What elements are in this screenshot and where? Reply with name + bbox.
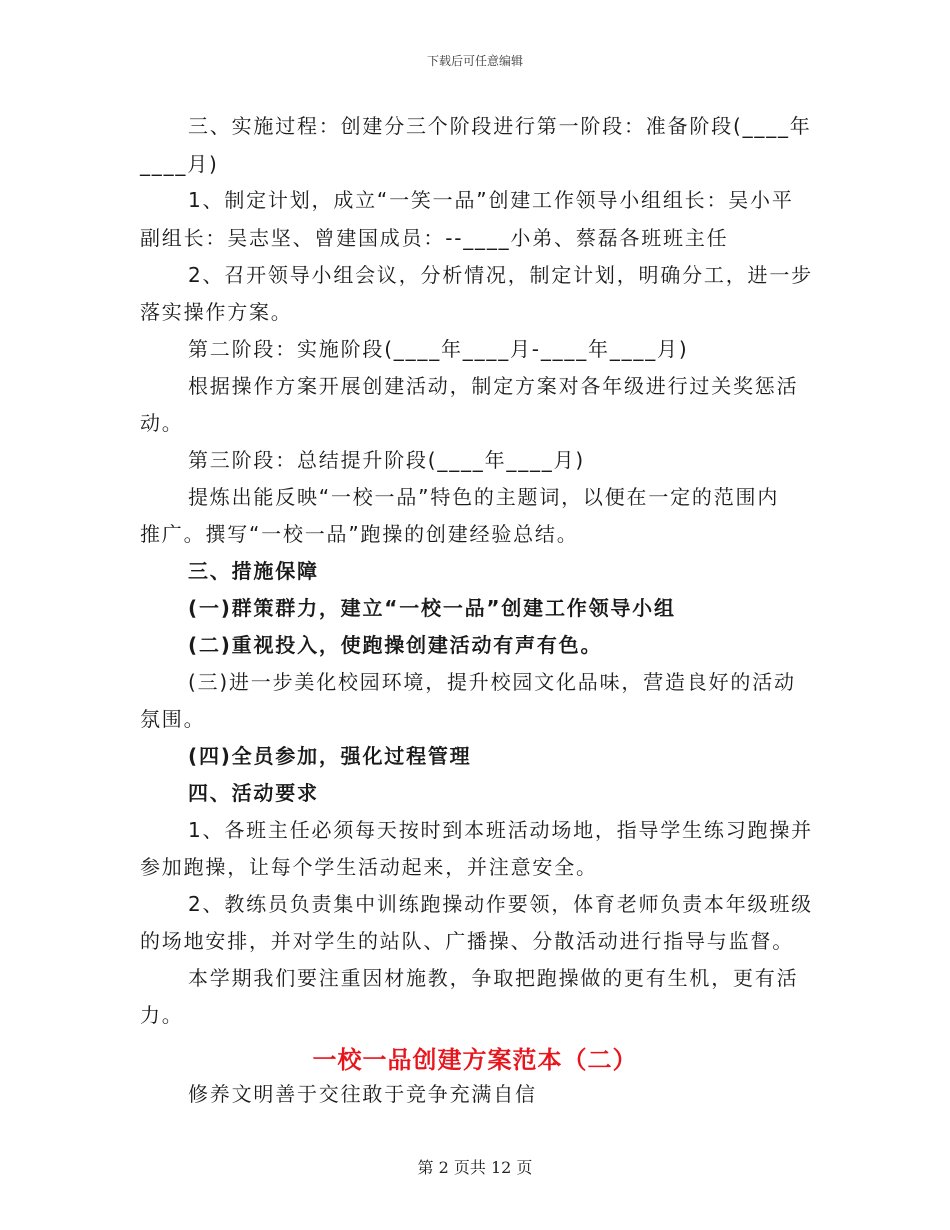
paragraph-line: 1、制定计划，成立“一笑一品”创建工作领导小组组长：吴小平	[188, 188, 794, 212]
paragraph-line: 副组长：吴志坚、曾建国成员：--____小弟、蔡磊各班班主任	[140, 226, 729, 250]
paragraph-line: 第三阶段：总结提升阶段(____年____月)	[188, 448, 586, 472]
paragraph-line: 动。	[140, 411, 184, 435]
paragraph-line: 本学期我们要注重因材施教，争取把跑操做的更有生机，更有活	[188, 966, 799, 990]
paragraph-line: ____月)	[140, 152, 219, 176]
subheading: (二)重视投入，使跑操创建活动有声有色。	[188, 633, 603, 657]
section-heading: 四、活动要求	[188, 781, 319, 805]
paragraph-line: (三)进一步美化校园环境，提升校园文化品味，营造良好的活动	[188, 670, 796, 694]
section-heading: 三、措施保障	[188, 559, 319, 583]
paragraph-line: 第二阶段：实施阶段(____年____月-____年____月)	[188, 337, 689, 361]
paragraph-line: 三、实施过程：创建分三个阶段进行第一阶段：准备阶段(____年	[188, 114, 812, 138]
paragraph-line: 提炼出能反映“一校一品”特色的主题词，以便在一定的范围内	[188, 485, 780, 509]
section-title: 一校一品创建方案范本（二）	[312, 1046, 638, 1074]
paragraph-line: 2、教练员负责集中训练跑操动作要领，体育老师负责本年级班级	[188, 892, 813, 916]
paragraph-line: 1、各班主任必须每天按时到本班活动场地，指导学生练习跑操并	[188, 818, 813, 842]
paragraph-line: 根据操作方案开展创建活动，制定方案对各年级进行过关奖惩活	[188, 374, 799, 398]
paragraph-line: 参加跑操，让每个学生活动起来，并注意安全。	[140, 855, 598, 879]
paragraph-line: 氛围。	[140, 707, 206, 731]
page-header: 下载后可任意编辑	[426, 54, 523, 68]
page-footer: 第 2 页共 12 页	[417, 1158, 533, 1177]
paragraph-line: 修养文明善于交往敢于竞争充满自信	[188, 1082, 537, 1106]
paragraph-line: 落实操作方案。	[140, 300, 293, 324]
paragraph-line: 力。	[140, 1003, 184, 1027]
paragraph-line: 的场地安排，并对学生的站队、广播操、分散活动进行指导与监督。	[140, 929, 794, 953]
paragraph-line: 2、召开领导小组会议，分析情况，制定计划，明确分工，进一步	[188, 263, 813, 287]
paragraph-line: 推广。撰写“一校一品”跑操的创建经验总结。	[140, 522, 579, 546]
subheading: (一)群策群力，建立“一校一品”创建工作领导小组	[188, 596, 676, 620]
subheading: (四)全员参加，强化过程管理	[188, 744, 472, 768]
